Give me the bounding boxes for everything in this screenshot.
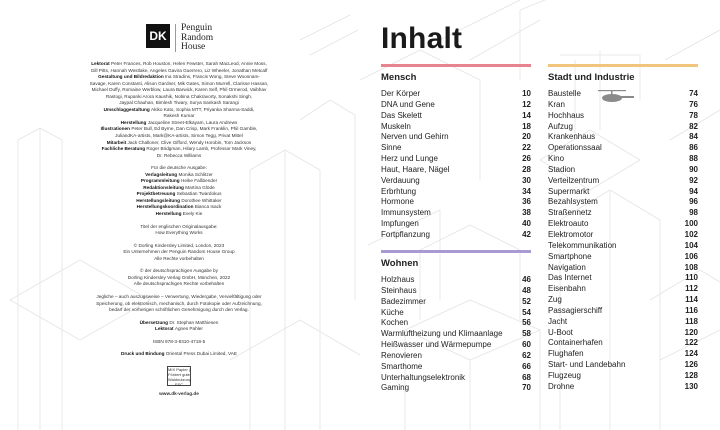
toc-entry-label: Der Körper bbox=[381, 89, 421, 98]
fsc-logo: MIX Papier | Fördert gute Waldnutzung FSC bbox=[168, 366, 192, 387]
toc-entry-page: 90 bbox=[689, 164, 698, 174]
credit-text: Peter Bull, Ed Byrne, Dan Crisp, Mark Franklin, Phil Gamble, bbox=[131, 126, 258, 132]
toc-entry-label: Fortpflanzung bbox=[381, 229, 430, 239]
toc-entry-page: 14 bbox=[522, 110, 531, 120]
toc-entry-label: Flugzeug bbox=[548, 370, 581, 380]
toc-entry-page: 52 bbox=[522, 296, 531, 306]
toc-entry[interactable] bbox=[548, 349, 698, 360]
credit-text: ISBN 978-3-8310-4718-5 bbox=[152, 338, 206, 344]
toc-entry[interactable] bbox=[381, 340, 531, 351]
toc-entry[interactable] bbox=[548, 89, 698, 100]
credit-label: Illustrationen bbox=[100, 126, 132, 132]
credit-label: Herstellungsleitung bbox=[136, 197, 182, 203]
credit-text: JuliandKA-artists, Mark@KA-artists, Simon Tegg, Privat Mittel bbox=[115, 133, 243, 139]
credit-text: Sebastian Twardokus bbox=[176, 191, 222, 197]
toc-entry[interactable] bbox=[548, 132, 698, 143]
toc-entry-page: 118 bbox=[685, 316, 698, 326]
toc-section-stadt-industrie bbox=[548, 64, 698, 393]
toc-entry-label: Smarthome bbox=[381, 361, 423, 371]
toc-entry[interactable] bbox=[381, 286, 531, 297]
toc-entry-label: Jacht bbox=[548, 316, 568, 326]
toc-entry-label: Eisenbahn bbox=[548, 284, 586, 294]
credit-label: Übersetzung bbox=[139, 319, 170, 325]
toc-entry[interactable] bbox=[548, 371, 698, 382]
credit-text: Monika Schlitzer bbox=[178, 171, 213, 177]
toc-entry-page: 120 bbox=[684, 327, 698, 337]
credit-label: Lektorat bbox=[91, 61, 111, 66]
toc-entry-list bbox=[381, 89, 531, 241]
credit-text: bedarf der vorherigen schriftlichen Genehmigung durch den Verlag. bbox=[109, 307, 249, 313]
toc-entry-label: Navigation bbox=[548, 262, 586, 272]
credit-text: Savage, Karen Constanti, Alison Gardner, Mik Gates, Simon Murrell, Clarisse Hassan, bbox=[89, 80, 269, 86]
credit-text: Dr. Stephan Matthiesen bbox=[169, 319, 219, 325]
toc-entry-page: 58 bbox=[522, 329, 531, 339]
toc-entry[interactable] bbox=[548, 208, 698, 219]
toc-entry-page: 82 bbox=[689, 121, 698, 131]
credit-text: Jacqueline Street-Elkayam, Laura Andrews bbox=[147, 119, 238, 125]
toc-entry-label: Das Internet bbox=[548, 273, 592, 283]
toc-entry-page: 40 bbox=[522, 219, 531, 229]
section-color-bar bbox=[548, 64, 698, 67]
toc-entry[interactable] bbox=[548, 317, 698, 328]
credit-label: Herstellung bbox=[155, 211, 183, 217]
toc-entry-list bbox=[548, 89, 698, 393]
toc-entry-page: 18 bbox=[522, 121, 531, 131]
toc-entry[interactable] bbox=[381, 197, 531, 208]
logo-divider bbox=[175, 24, 176, 52]
credit-text: Alle deutschsprachigen Rechte vorbehalten bbox=[133, 281, 225, 287]
toc-entry[interactable] bbox=[381, 219, 531, 230]
toc-entry-label: Stadion bbox=[548, 164, 576, 174]
toc-entry-label: Drohne bbox=[548, 381, 575, 391]
credit-label: Herstellung bbox=[120, 119, 148, 125]
publisher-name-line: Penguin bbox=[181, 23, 213, 33]
toc-entry-page: 76 bbox=[689, 99, 698, 109]
toc-entry-page: 28 bbox=[522, 164, 531, 174]
credit-text: Dorling Kindersley Verlag GmbH, München, 2022 bbox=[127, 274, 231, 280]
toc-entry-label: Operationssaal bbox=[548, 143, 602, 153]
toc-entry[interactable] bbox=[381, 111, 531, 122]
toc-entry-page: 92 bbox=[689, 175, 698, 185]
toc-entry[interactable] bbox=[381, 100, 531, 111]
toc-entry-label: Immunsystem bbox=[381, 208, 431, 218]
toc-entry-label: Heißwasser und Wärmepumpe bbox=[381, 340, 492, 350]
toc-entry-label: Supermarkt bbox=[548, 186, 590, 196]
toc-entry-page: 86 bbox=[689, 143, 698, 153]
credit-text: Rakesh Kumar bbox=[163, 113, 195, 119]
toc-entry[interactable] bbox=[548, 360, 698, 371]
credit-label: Fachliche Beratung bbox=[101, 146, 147, 152]
section-color-bar bbox=[381, 64, 531, 67]
toc-entry-label: Hormone bbox=[381, 197, 414, 207]
toc-entry-page: 70 bbox=[522, 383, 531, 393]
credit-text: Martina Glöde bbox=[185, 184, 215, 190]
toc-entry-label: Nerven und Gehirn bbox=[381, 132, 449, 142]
credit-text: Jaypal Chauhan, Bimlesh Tiwary, Surya Sankash Sarangi bbox=[119, 100, 239, 106]
toc-entry[interactable] bbox=[548, 230, 698, 241]
credit-label: Lektorat bbox=[155, 326, 175, 332]
credit-label: Redaktionsleitung bbox=[143, 184, 186, 190]
toc-entry-label: Passagierschiff bbox=[548, 305, 603, 315]
toc-entry-page: 94 bbox=[689, 186, 698, 196]
toc-entry[interactable] bbox=[381, 308, 531, 319]
toc-entry-label: Küche bbox=[381, 307, 404, 317]
toc-entry-label: Flughafen bbox=[548, 349, 584, 359]
credit-text: Roger Bridgman, Hilary Lamb, Professor Mark Viney, bbox=[146, 146, 257, 152]
credit-text: How Everything Works bbox=[155, 230, 203, 236]
toc-entry[interactable] bbox=[381, 208, 531, 219]
toc-entry[interactable] bbox=[381, 230, 531, 241]
toc-entry-page: 12 bbox=[522, 99, 531, 109]
toc-entry[interactable] bbox=[548, 284, 698, 295]
credit-text: Peter Frances, Rob Houston, Helen Fewster, Sarah MacLeod, Annie Moss, bbox=[110, 61, 267, 66]
toc-entry-label: Telekommunikation bbox=[548, 240, 617, 250]
toc-entry-label: DNA und Gene bbox=[381, 99, 435, 109]
credit-text: Ina Stradins, Francis Wong, Steve Woosnam- bbox=[165, 74, 260, 80]
toc-entry-page: 22 bbox=[522, 143, 531, 153]
toc-entry[interactable] bbox=[381, 383, 531, 394]
toc-entry-label: Badezimmer bbox=[381, 296, 426, 306]
credit-text: © der deutschsprachigen Ausgabe by bbox=[140, 268, 218, 274]
toc-entry-label: Muskeln bbox=[381, 121, 411, 131]
toc-entry-label: Elektromotor bbox=[548, 229, 594, 239]
toc-entry-label: Erbrhtung bbox=[381, 186, 417, 196]
toc-entry-label: Unterhaltungselektronik bbox=[381, 372, 466, 382]
toc-entry[interactable] bbox=[548, 273, 698, 284]
toc-entry-page: 62 bbox=[522, 350, 531, 360]
toc-entry[interactable] bbox=[548, 241, 698, 252]
contents-page bbox=[360, 0, 720, 430]
credit-label: Gestaltung und Bildredaktion bbox=[98, 74, 165, 80]
toc-entry-label: Verdauung bbox=[381, 175, 420, 185]
credit-text: Speicherung, ob elektronisch, mechanisch, durch Fotokopie oder Aufzeichnung, bbox=[96, 300, 262, 306]
toc-entry-label: Herz und Lunge bbox=[381, 154, 438, 164]
credit-text: © Dorling Kindersley Limited, London, 2023 bbox=[133, 242, 225, 248]
toc-entry-label: Impfungen bbox=[381, 219, 419, 229]
credit-text: Agnes Pahler bbox=[174, 326, 203, 332]
section-color-bar bbox=[381, 250, 531, 253]
toc-entry-page: 26 bbox=[522, 154, 531, 164]
publisher-name bbox=[181, 24, 213, 53]
credit-label: Verlagsleitung bbox=[145, 171, 179, 177]
toc-entry-label: Smartphone bbox=[548, 251, 592, 261]
toc-entry[interactable] bbox=[548, 197, 698, 208]
toc-entry[interactable] bbox=[548, 263, 698, 274]
toc-entry[interactable] bbox=[381, 318, 531, 329]
publisher-name-line: Random bbox=[181, 32, 214, 43]
toc-entry-page: 96 bbox=[689, 197, 698, 207]
credit-text: Ein Unternehmen der Penguin Random House Group bbox=[123, 249, 235, 255]
toc-entry-label: Bezahlsystem bbox=[548, 197, 598, 207]
toc-entry-label: Krankenhaus bbox=[548, 132, 596, 142]
toc-entry[interactable] bbox=[381, 165, 531, 176]
toc-entry[interactable] bbox=[381, 351, 531, 362]
toc-entry-label: U-Boot bbox=[548, 327, 573, 337]
toc-entry-page: 42 bbox=[522, 229, 531, 239]
toc-entry-page: 128 bbox=[684, 370, 698, 380]
toc-entry-page: 98 bbox=[689, 208, 698, 218]
toc-entry-label: Gaming bbox=[381, 383, 410, 393]
toc-entry[interactable] bbox=[548, 176, 698, 187]
toc-entry-list bbox=[381, 275, 531, 394]
toc-entry-page: 110 bbox=[685, 273, 698, 283]
credit-text: Akiko Kato, Sophia MTT, Priyanka Sharma-Saddi, bbox=[150, 106, 255, 112]
toc-entry-page: 48 bbox=[522, 285, 531, 295]
toc-entry-page: 54 bbox=[522, 307, 531, 317]
toc-entry-label: Das Skelett bbox=[381, 110, 422, 120]
toc-entry-page: 100 bbox=[684, 219, 698, 229]
toc-entry-label: Verteilzentrum bbox=[548, 175, 600, 185]
toc-entry-page: 112 bbox=[685, 284, 698, 294]
credit-label: Projektbetreuung bbox=[136, 191, 177, 197]
toc-entry-page: 122 bbox=[684, 338, 698, 348]
toc-section-wohnen bbox=[381, 250, 531, 394]
toc-entry[interactable] bbox=[381, 187, 531, 198]
toc-entry-page: 108 bbox=[684, 262, 698, 272]
credit-text: Heike Faßbender bbox=[180, 178, 218, 184]
toc-entry[interactable] bbox=[548, 143, 698, 154]
toc-entry-page: 34 bbox=[522, 186, 531, 196]
toc-entry-label: Containerhafen bbox=[548, 338, 603, 348]
credit-text: Bianca Isack bbox=[194, 204, 222, 210]
credit-label: Mitarbeit bbox=[106, 139, 128, 145]
toc-entry[interactable] bbox=[548, 219, 698, 230]
toc-entry[interactable] bbox=[381, 132, 531, 143]
toc-entry-page: 30 bbox=[522, 175, 531, 185]
toc-entry-label: Aufzug bbox=[548, 121, 573, 131]
toc-entry[interactable] bbox=[381, 275, 531, 286]
toc-entry[interactable] bbox=[548, 328, 698, 339]
toc-entry[interactable] bbox=[548, 165, 698, 176]
toc-entry-page: 20 bbox=[522, 132, 531, 142]
toc-entry-page: 114 bbox=[685, 295, 698, 305]
imprint-credits bbox=[78, 61, 280, 398]
credit-text: Jack Challoner, Clive Gifford, Wendy Horobin, Tom Jackson bbox=[127, 139, 252, 145]
toc-entry-page: 88 bbox=[689, 154, 698, 164]
toc-entry-label: Hochhaus bbox=[548, 110, 585, 120]
credit-label: Programmleitung bbox=[140, 178, 181, 184]
toc-entry[interactable] bbox=[381, 143, 531, 154]
toc-section-mensch bbox=[381, 64, 531, 241]
credit-text: Dorothee Whittaker bbox=[181, 197, 222, 203]
toc-entry-page: 60 bbox=[522, 340, 531, 350]
toc-entry-page: 10 bbox=[522, 89, 531, 98]
credit-text: Rastogi, Rupanki Arora Kaushik, Nobina Chakravorty, Sonakshi Singh, bbox=[105, 93, 253, 99]
credit-label: Druck und Bindung bbox=[120, 351, 166, 357]
toc-entry-label: Renovieren bbox=[381, 350, 422, 360]
toc-entry-page: 66 bbox=[522, 361, 531, 371]
toc-entry[interactable] bbox=[548, 338, 698, 349]
toc-entry[interactable] bbox=[381, 154, 531, 165]
toc-entry[interactable] bbox=[548, 187, 698, 198]
toc-entry-label: Kino bbox=[548, 154, 565, 164]
toc-entry-page: 126 bbox=[684, 360, 698, 370]
toc-entry-page: 102 bbox=[684, 229, 698, 239]
credit-text: Evely Kie bbox=[182, 211, 203, 217]
toc-entry-page: 84 bbox=[689, 132, 698, 142]
toc-entry[interactable] bbox=[381, 297, 531, 308]
credit-label: Herstellungskoordination bbox=[136, 204, 195, 210]
toc-entry-page: 68 bbox=[522, 372, 531, 382]
publisher-name-line: House bbox=[181, 42, 206, 52]
section-title: Mensch bbox=[381, 72, 417, 83]
toc-entry-label: Straßennetz bbox=[548, 208, 592, 218]
credit-text: Dr. Rebecca Williams bbox=[156, 152, 202, 158]
toc-entry-page: 124 bbox=[684, 349, 698, 359]
toc-entry[interactable] bbox=[548, 111, 698, 122]
toc-entry-page: 74 bbox=[689, 89, 698, 98]
toc-entry[interactable] bbox=[381, 362, 531, 373]
toc-entry-label: Holzhaus bbox=[381, 275, 415, 284]
toc-entry-page: 116 bbox=[685, 305, 698, 315]
credit-text: Titel der englischen Originalausgabe: bbox=[140, 223, 218, 229]
publisher-logo bbox=[146, 24, 213, 53]
section-title: Wohnen bbox=[381, 258, 419, 269]
toc-entry-page: 104 bbox=[684, 240, 698, 250]
toc-entry-page: 78 bbox=[689, 110, 698, 120]
toc-entry-label: Elektroauto bbox=[548, 219, 589, 229]
toc-entry[interactable] bbox=[548, 295, 698, 306]
toc-entry-label: Kochen bbox=[381, 318, 409, 328]
toc-entry-label: Warmluftheizung und Klimaanlage bbox=[381, 329, 503, 339]
toc-entry[interactable] bbox=[381, 122, 531, 133]
toc-entry[interactable] bbox=[381, 329, 531, 340]
toc-entry-label: Start- und Landebahn bbox=[548, 360, 626, 370]
toc-entry-label: Sinne bbox=[381, 143, 402, 153]
toc-entry-label: Zug bbox=[548, 295, 562, 305]
credit-text: Michael Duffy, Romaine Werblow, Laura Barwick, Karen Self, Phil Ormerod, Vaibhav bbox=[91, 87, 267, 93]
toc-entry[interactable] bbox=[381, 89, 531, 100]
toc-entry[interactable] bbox=[381, 373, 531, 384]
toc-entry-label: Kran bbox=[548, 99, 565, 109]
toc-entry-page: 130 bbox=[684, 381, 698, 391]
toc-entry[interactable] bbox=[548, 252, 698, 263]
credit-text: Für die deutsche Ausgabe: bbox=[151, 165, 207, 171]
toc-entry[interactable] bbox=[548, 154, 698, 165]
toc-entry[interactable] bbox=[381, 176, 531, 187]
website-url[interactable]: www.dk-verlag.de bbox=[159, 391, 199, 397]
section-title: Stadt und Industrie bbox=[548, 72, 635, 83]
credit-text: Alle Rechte vorbehalten bbox=[154, 255, 204, 261]
toc-entry-page: 36 bbox=[522, 197, 531, 207]
toc-entry-page: 56 bbox=[522, 318, 531, 328]
toc-entry-page: 46 bbox=[522, 275, 531, 284]
toc-entry-page: 106 bbox=[684, 251, 698, 261]
credit-label: Umschlaggestaltung bbox=[103, 106, 151, 112]
dk-logo-mark: DK bbox=[146, 24, 170, 48]
toc-entry[interactable] bbox=[548, 122, 698, 133]
credit-text: Gill Pitts, Hannah Westlake, Angeles Gavira Guerrero, Liz Wheeler, Jonathan Metcalf bbox=[90, 67, 268, 73]
credit-text: Jegliche – auch auszugsweise – Verwertung, Wiedergabe, Vervielfältigung oder bbox=[96, 293, 262, 299]
toc-entry[interactable] bbox=[548, 306, 698, 317]
toc-entry-label: Baustelle bbox=[548, 89, 581, 98]
credit-text: Oriental Press Dubai Limited, VAE bbox=[165, 351, 238, 357]
toc-entry-label: Haut, Haare, Nägel bbox=[381, 164, 450, 174]
page-title: Inhalt bbox=[381, 22, 463, 55]
toc-entry-label: Steinhaus bbox=[381, 285, 417, 295]
toc-entry[interactable] bbox=[548, 382, 698, 393]
toc-entry[interactable] bbox=[548, 100, 698, 111]
toc-entry-page: 38 bbox=[522, 208, 531, 218]
